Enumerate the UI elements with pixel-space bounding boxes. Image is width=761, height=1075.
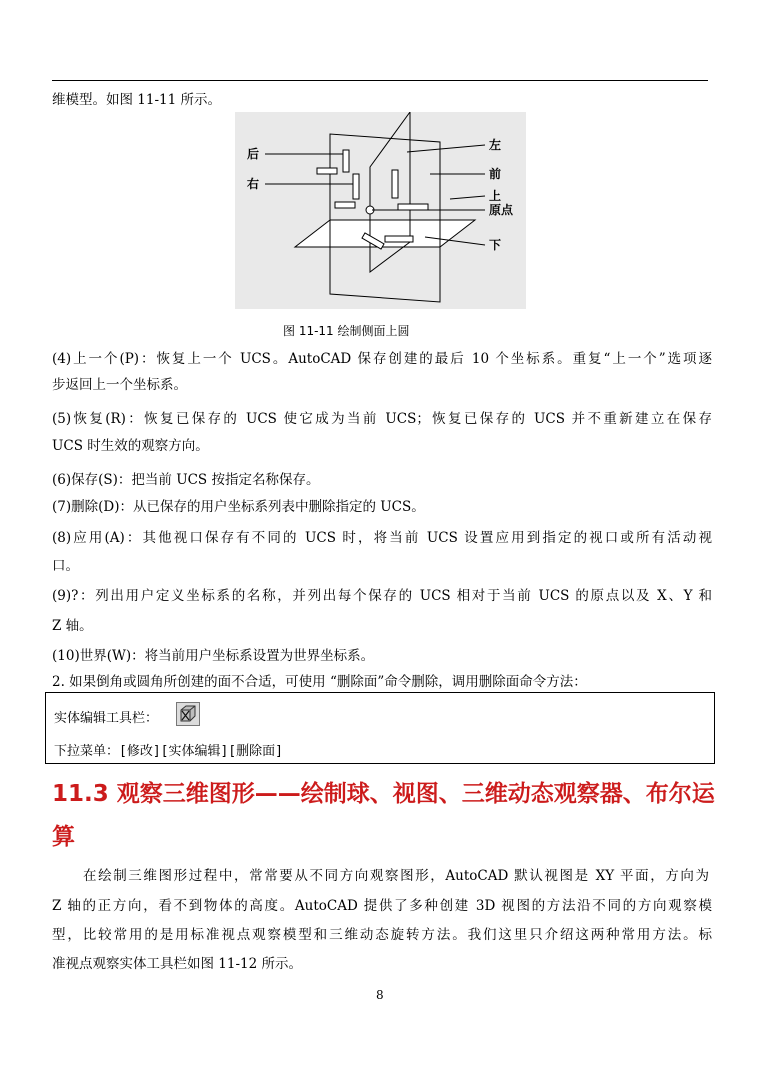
label-back: 后 <box>247 147 260 161</box>
label-bottom: 下 <box>489 238 502 252</box>
option-4-line-2: 步返回上一个坐标系。 <box>52 377 187 393</box>
ucs-icon-back <box>343 150 349 172</box>
option-4-line-1: (4)上一个(P)：恢复上一个 UCS。AutoCAD 保存创建的最后 10 个坐标系。重复“上一个”选项逐 <box>52 351 712 367</box>
side-plane <box>370 112 410 272</box>
option-9-line-1: (9)?：列出用户定义坐标系的名称，并列出每个保存的 UCS 相对于当前 UCS 的原点以及 X、Y 和 <box>52 588 712 604</box>
ucs-icon-right-x <box>335 202 355 208</box>
ucs-icon-right <box>353 174 359 199</box>
option-8-line-2: 口。 <box>52 558 79 574</box>
ucs-planes-diagram <box>235 112 526 309</box>
body-line-4: 准视点观察实体工具栏如图 11-12 所示。 <box>52 956 303 972</box>
option-8-line-1: (8)应用(A)：其他视口保存有不同的 UCS 时，将当前 UCS 设置应用到指定的视口或所有活动视 <box>52 530 712 546</box>
figure-ucs-planes <box>235 112 526 309</box>
section-title-line-2: 算 <box>52 824 75 850</box>
option-6: (6)保存(S)：把当前 UCS 按指定名称保存。 <box>52 472 320 488</box>
toolbar-line: 实体编辑工具栏： <box>54 711 159 726</box>
option-5-line-1: (5)恢复(R)：恢复已保存的 UCS 使它成为当前 UCS；恢复已保存的 UCS 并不重新建立在保存 <box>52 411 712 427</box>
option-5-line-2: UCS 时生效的观察方向。 <box>52 438 209 454</box>
intro-line: 维模型。如图 11-11 所示。 <box>52 92 222 108</box>
label-top: 上 <box>489 189 502 203</box>
option-10: (10)世界(W)：将当前用户坐标系设置为世界坐标系。 <box>52 648 375 664</box>
label-origin: 原点 <box>489 203 514 217</box>
delete-face-icon[interactable] <box>176 702 200 726</box>
command-box <box>45 692 715 764</box>
menu-line: 下拉菜单：[修改][实体编辑][删除面] <box>54 744 283 759</box>
ucs-icon-front <box>392 170 398 198</box>
ucs-icon-bottom-x <box>385 236 413 242</box>
page-number: 8 <box>376 988 384 1002</box>
body-line-1: 在绘制三维图形过程中，常常要从不同方向观察图形，AutoCAD 默认视图是 XY 平面，方向为 <box>83 868 709 884</box>
ucs-icon-back-x <box>317 168 337 174</box>
label-front: 前 <box>489 167 502 181</box>
label-left: 左 <box>489 138 502 152</box>
figure-caption: 图 11-11 绘制侧面上圆 <box>283 324 410 338</box>
option-9-line-2: Z 轴。 <box>52 618 93 634</box>
section-title-line-1: 11.3 观察三维图形——绘制球、视图、三维动态观察器、布尔运 <box>52 781 715 807</box>
item-2: 2. 如果倒角或圆角所创建的面不合适，可使用 “删除面”命令删除，调用删除面命令方法： <box>52 674 587 690</box>
ucs-icon-front-x <box>398 204 428 210</box>
header-rule <box>52 80 708 81</box>
body-line-2: Z 轴的正方向，看不到物体的高度。AutoCAD 提供了多种创建 3D 视图的方法沿不同的方向观察模 <box>52 898 712 914</box>
horizontal-plane <box>295 220 475 247</box>
label-right: 右 <box>247 177 260 191</box>
option-7: (7)删除(D)：从已保存的用户坐标系列表中删除指定的 UCS。 <box>52 499 425 515</box>
body-line-3: 型，比较常用的是用标准视点观察模型和三维动态旋转方法。我们这里只介绍这两种常用方法。标 <box>52 927 712 943</box>
